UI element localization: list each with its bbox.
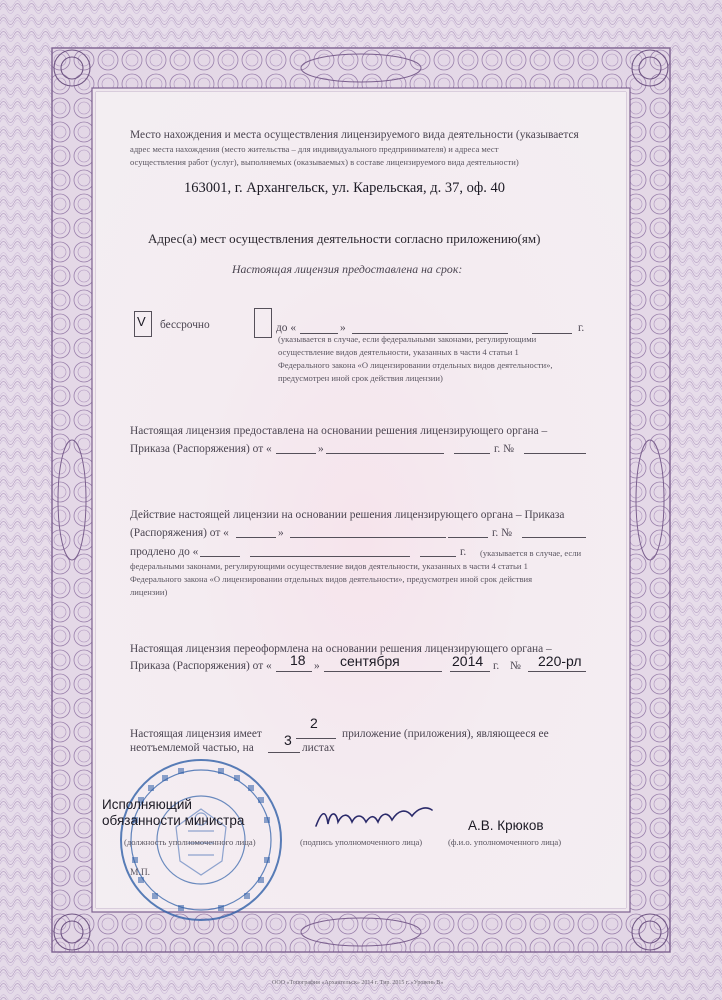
header-line-2: адрес места нахождения (место жительства – для индивидуального предпринимателя) и адреса мест <box>130 144 499 154</box>
reissue-line-1: Настоящая лицензия переоформлена на основании решения лицензирующего органа – <box>130 643 552 655</box>
reissue-line-2: Приказа (Распоряжения) от « <box>130 660 272 672</box>
reissue-year: 2014 <box>452 653 484 669</box>
check-mark: V <box>137 314 146 329</box>
term-note-3: Федерального закона «О лицензировании отдельных видов деятельности», <box>278 360 553 370</box>
header-line-1: Место нахождения и места осуществления лицензируемого вида деятельности (указывается <box>130 129 579 141</box>
address-value: 163001, г. Архангельск, ул. Карельская, д. 37, оф. 40 <box>184 180 505 196</box>
until-prefix: до « <box>276 322 297 334</box>
appendix-sheets: 3 <box>284 732 292 748</box>
handwritten-signature <box>312 802 436 834</box>
position-line-1: Исполняющий <box>102 797 192 812</box>
signatory-name: А.В. Крюков <box>468 818 544 833</box>
reissue-day: 18 <box>290 652 306 668</box>
seal-place-label: М.П. <box>130 868 151 878</box>
name-caption: (ф.и.о. уполномоченного лица) <box>448 837 562 847</box>
position-caption: (должность уполномоченного лица) <box>124 837 256 847</box>
basis-line-2: Приказа (Распоряжения) от « <box>130 443 272 455</box>
position-line-2: обязанности министра <box>102 813 245 828</box>
basis-line-1: Настоящая лицензия предоставлена на основании решения лицензирующего органа – <box>130 425 548 437</box>
appendix-count: 2 <box>310 715 318 731</box>
license-page: Место нахождения и места осуществления лицензируемого вида деятельности (указывается адрес места нахождения (место жительства – для индивидуального предпринимателя) и адреса мест осуществления работ (услуг), выполняемых (оказываемых) в составе лицензируемого вида деятельности) 163001, г. Архангельск, ул. Карельская, д. 37, оф. 40 Адрес(а) мест осуществления деятельности согласно приложению(ям) Настоящая лицензия предоставлена на срок: V бессрочно до « » г. (указывается в случае, если федеральными законами, регулирующими осуществление видов деятельности, указанных в части 4 статьи 1 Федерального закона «О лицензировании отдельных видов деятельности», предусмотрен иной срок действия лицензии) Настоящая лицензия предоставлена на основании решения лицензирующего органа – Приказа (Распоряжения) от « » г. № Действие настоящей лицензии на основании решения лицензирующего органа – Приказа (Распоряжения) от « » г. № продлено до « г. (указывается в случае, если федеральными законами, регулирующими осуществление видов деятельности, указанных в части 4 статьи 1 Федерального закона «О лицензировании отдельных видов деятельности», предусмотрен иной срок действия лицензии) Настоящая лицензия переоформлена на основании решения лицензирующего органа – Приказа (Распоряжения) от « 18 » сентября 2014 г. № 220-рл Настоящая лицензия имеет 2 приложение (приложения), являющееся ее неотъемлемой частью, на 3 листах Исполняющий обязанности министра (должность уполномоченного лица) (подпись уполномоченного лица) А.В. Крюков (ф.и.о. уполномоченного лица) М.П. ООО «Топография «Архангельск» 2014 г. Тир. 2015 г. «Уровень В» <box>0 0 722 1000</box>
reissue-month: сентября <box>340 653 400 669</box>
term-note-2: осуществление видов деятельности, указанных в части 4 статьи 1 <box>278 347 519 357</box>
extension-line-3: продлено до « <box>130 546 199 558</box>
term-title: Настоящая лицензия предоставлена на срок: <box>232 262 463 276</box>
term-note-1: (указывается в случае, если федеральными законами, регулирующими <box>278 334 537 344</box>
until-checkbox <box>254 308 272 338</box>
header-line-3: осуществления работ (услуг), выполняемых (оказываемых) в составе лицензируемого вида деятельности) <box>130 157 519 167</box>
term-note-4: предусмотрен иной срок действия лицензии) <box>278 373 443 383</box>
addresses-note: Адрес(а) мест осуществления деятельности согласно приложению(ям) <box>148 231 541 246</box>
sign-caption: (подпись уполномоченного лица) <box>300 837 423 847</box>
indefinite-checkbox <box>134 311 152 337</box>
extension-line-1: Действие настоящей лицензии на основании решения лицензирующего органа – Приказа <box>130 509 565 521</box>
reissue-number: 220-рл <box>538 653 582 669</box>
indefinite-label: бессрочно <box>160 319 210 331</box>
extension-line-2: (Распоряжения) от « <box>130 527 229 539</box>
printer-imprint: ООО «Топография «Архангельск» 2014 г. Тир. 2015 г. «Уровень В» <box>272 980 444 986</box>
